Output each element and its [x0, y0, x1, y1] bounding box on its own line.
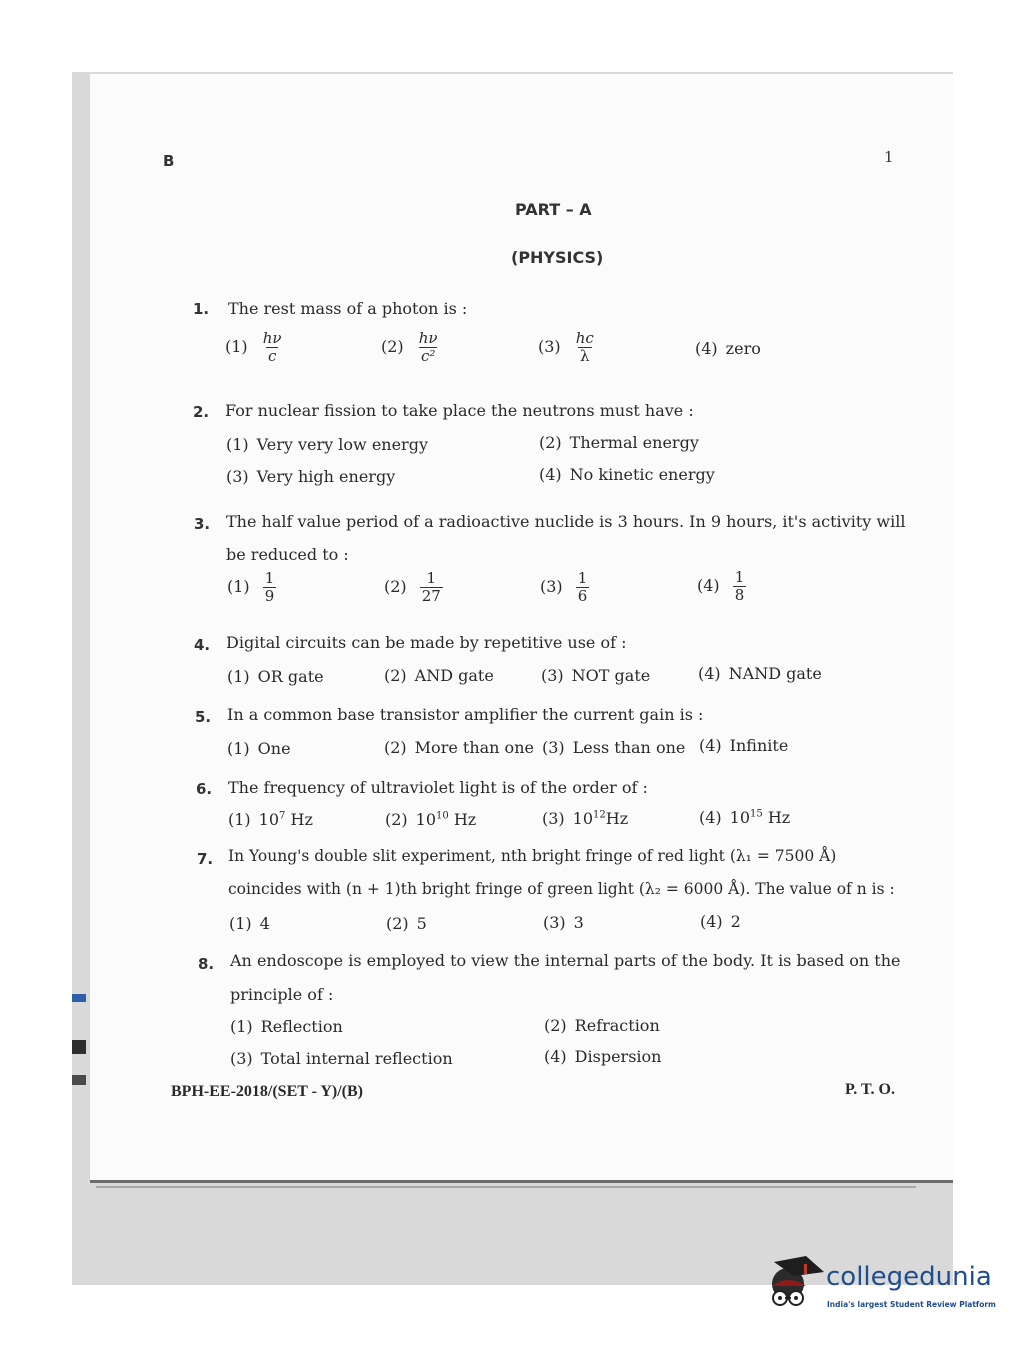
option-3 — [542, 738, 685, 757]
power-exponent: 7 — [279, 810, 286, 822]
fraction — [263, 570, 277, 605]
option-text: Refraction — [574, 1016, 660, 1035]
question-number: 8. — [198, 955, 215, 973]
option-number: (1) — [226, 435, 249, 454]
option-number: (1) — [225, 337, 248, 356]
option-number: (3) — [542, 738, 565, 757]
option-number: (4) — [698, 664, 721, 683]
power-base: 10 — [572, 809, 594, 828]
power-exponent: 10 — [436, 810, 449, 822]
fraction — [576, 570, 590, 605]
scan-edge-mark-blue — [72, 994, 86, 1002]
option-2 — [381, 330, 440, 365]
option-2 — [384, 666, 494, 685]
option-3 — [542, 809, 628, 828]
exam-page — [90, 74, 953, 1182]
option-number: (4) — [544, 1047, 567, 1066]
option-text: Less than one — [572, 738, 686, 757]
option-text: NAND gate — [728, 664, 822, 683]
fraction-numerator: 1 — [577, 569, 588, 587]
option-3 — [226, 467, 395, 486]
fraction-numerator: hc — [575, 329, 594, 347]
option-text: Dispersion — [574, 1047, 662, 1066]
option-number: (4) — [699, 808, 722, 827]
option-number: (3) — [543, 913, 566, 932]
option-number: (4) — [700, 912, 723, 931]
power-base: 10 — [258, 810, 280, 829]
option-4 — [699, 808, 790, 827]
option-number: (2) — [386, 914, 409, 933]
fraction-denominator: c² — [420, 347, 436, 365]
option-4 — [544, 1047, 661, 1066]
option-text: No kinetic energy — [569, 465, 715, 484]
option-4 — [539, 465, 715, 484]
question-number: 6. — [196, 780, 213, 798]
option-number: (2) — [544, 1016, 567, 1035]
option-number: (1) — [227, 577, 250, 596]
option-text: 2 — [730, 912, 741, 931]
option-3 — [543, 913, 584, 932]
question-number: 7. — [197, 850, 214, 868]
question-number: 4. — [194, 636, 211, 654]
option-number: (1) — [227, 739, 250, 758]
question-number: 3. — [194, 515, 211, 533]
option-text: More than one — [414, 738, 534, 757]
fraction-denominator: 6 — [577, 587, 588, 605]
option-3 — [538, 330, 596, 365]
option-number: (3) — [230, 1049, 253, 1068]
fraction-numerator: 1 — [734, 568, 745, 586]
option-text: Very very low energy — [256, 435, 428, 454]
question-text: The frequency of ultraviolet light is of the order of : — [228, 778, 648, 797]
fraction-denominator: 27 — [421, 587, 441, 605]
fraction — [420, 570, 443, 605]
option-number: (2) — [384, 577, 407, 596]
scan-edge-mark-lower — [72, 1075, 86, 1085]
fraction — [261, 330, 284, 365]
option-text: 4 — [259, 914, 270, 933]
question-text-line2: coincides with (n + 1)th bright fringe of green light (λ₂ = 6000 Å). The value of n is : — [228, 880, 895, 898]
option-text: Total internal reflection — [260, 1049, 453, 1068]
question-number: 1. — [193, 300, 210, 318]
power-exponent: 12 — [593, 809, 606, 821]
option-number: (4) — [695, 339, 718, 358]
unit: Hz — [448, 810, 477, 829]
power-base: 10 — [729, 808, 751, 827]
paper-code: BPH-EE-2018/(SET - Y)/(B) — [171, 1083, 364, 1100]
option-number: (1) — [229, 914, 252, 933]
question-text: In a common base transistor amplifier the current gain is : — [227, 705, 704, 724]
fraction-numerator: 1 — [264, 569, 275, 587]
fraction-denominator: c — [267, 347, 277, 365]
page-number: 1 — [884, 148, 894, 166]
option-text: Very high energy — [256, 467, 396, 486]
scan-edge-mark — [72, 1040, 86, 1054]
unit: Hz — [285, 810, 313, 829]
question-text-line1: The half value period of a radioactive nuclide is 3 hours. In 9 hours, it's activity will — [226, 512, 906, 531]
unit: Hz — [605, 809, 629, 828]
subject-heading: (PHYSICS) — [511, 248, 604, 267]
fraction — [733, 569, 747, 604]
option-1 — [227, 739, 291, 758]
option-number: (1) — [228, 810, 251, 829]
option-number: (3) — [538, 337, 561, 356]
option-number: (2) — [381, 337, 404, 356]
option-3 — [541, 666, 650, 685]
page-edge-shadow — [90, 1180, 953, 1183]
fraction-numerator: 1 — [426, 569, 437, 587]
question-text: The rest mass of a photon is : — [228, 299, 468, 318]
option-1 — [227, 570, 276, 605]
option-number: (3) — [226, 467, 249, 486]
fraction-numerator: hν — [262, 329, 282, 347]
fraction-numerator: hν — [418, 329, 438, 347]
option-2 — [384, 570, 443, 605]
option-text: Thermal energy — [569, 433, 699, 452]
question-text-line2: be reduced to : — [226, 545, 349, 564]
option-4 — [700, 912, 741, 931]
option-text: Infinite — [729, 736, 789, 755]
option-4 — [698, 664, 822, 683]
fraction-denominator: 8 — [734, 586, 745, 604]
option-text: One — [257, 739, 291, 758]
option-number: (3) — [540, 577, 563, 596]
option-text: zero — [725, 339, 761, 358]
option-number: (1) — [227, 667, 250, 686]
unit: Hz — [762, 808, 791, 827]
option-4 — [695, 339, 761, 358]
option-4 — [697, 569, 746, 604]
option-number: (3) — [541, 666, 564, 685]
option-number: (2) — [539, 433, 562, 452]
option-number: (3) — [542, 809, 565, 828]
option-number: (1) — [230, 1017, 253, 1036]
question-text-line1: An endoscope is employed to view the internal parts of the body. It is based on the — [230, 951, 901, 970]
set-letter: B — [163, 152, 175, 170]
fraction-denominator: λ — [580, 347, 590, 365]
fraction-denominator: 9 — [264, 587, 275, 605]
option-1 — [225, 330, 284, 365]
question-text: Digital circuits can be made by repetitive use of : — [226, 633, 627, 652]
page-edge-shadow-secondary — [96, 1186, 916, 1188]
option-number: (4) — [699, 736, 722, 755]
question-number: 2. — [193, 403, 210, 421]
option-text: OR gate — [257, 667, 324, 686]
option-1 — [229, 914, 270, 933]
option-text: NOT gate — [571, 666, 651, 685]
option-2 — [544, 1016, 660, 1035]
option-1 — [226, 435, 428, 454]
fraction — [574, 330, 596, 365]
part-heading: PART – A — [515, 200, 592, 219]
option-2 — [385, 810, 476, 829]
option-text: 5 — [416, 914, 427, 933]
option-2 — [384, 738, 534, 757]
option-number: (2) — [385, 810, 408, 829]
question-text-line1: In Young's double slit experiment, nth bright fringe of red light (λ₁ = 7500 Å) — [228, 847, 837, 865]
power-exponent: 15 — [750, 808, 763, 820]
fraction — [417, 330, 440, 365]
brand-name: collegedunia — [826, 1262, 992, 1292]
option-number: (4) — [697, 576, 720, 595]
power-base: 10 — [415, 810, 437, 829]
pto-label: P. T. O. — [845, 1081, 895, 1098]
option-1 — [228, 810, 313, 829]
option-number: (4) — [539, 465, 562, 484]
option-1 — [230, 1017, 343, 1036]
option-3 — [540, 570, 589, 605]
option-number: (2) — [384, 666, 407, 685]
question-number: 5. — [195, 708, 212, 726]
question-text: For nuclear fission to take place the neutrons must have : — [225, 401, 694, 420]
option-text: AND gate — [414, 666, 494, 685]
option-text: Reflection — [260, 1017, 343, 1036]
option-2 — [386, 914, 427, 933]
option-4 — [699, 736, 788, 755]
option-number: (2) — [384, 738, 407, 757]
option-1 — [227, 667, 324, 686]
question-text-line2: principle of : — [230, 985, 334, 1004]
brand-tagline: India's largest Student Review Platform — [827, 1300, 996, 1309]
option-2 — [539, 433, 699, 452]
option-3 — [230, 1049, 453, 1068]
option-text: 3 — [573, 913, 584, 932]
